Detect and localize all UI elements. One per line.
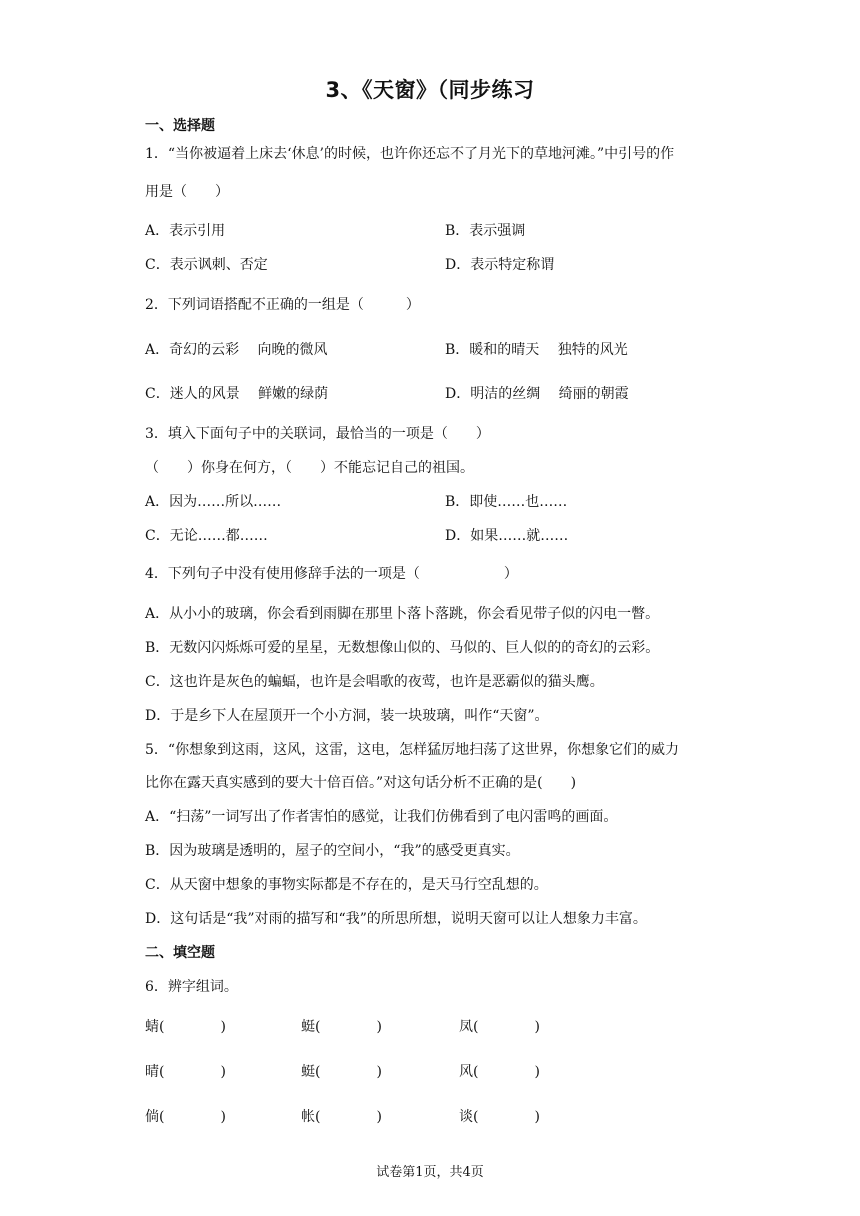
question-5-option-a: A．“扫荡”一词写出了作者害怕的感觉，让我们仿佛看到了电闪雷鸣的画面。 xyxy=(145,809,618,825)
question-2-stem: 2．下列词语搭配不正确的一组是（ ） xyxy=(145,297,420,313)
word-blank: 蜓( ) xyxy=(301,1064,382,1080)
question-1-stem: 1．“当你被逼着上床去‘休息’的时候，也许你还忘不了月光下的草地河滩。”中引号的作 xyxy=(145,146,675,162)
page-footer: 试卷第1页，共4页 xyxy=(376,1165,484,1180)
question-3-option-a: A．因为……所以…… xyxy=(145,494,282,510)
question-3-stem: 3．填入下面句子中的关联词，最恰当的一项是（ ） xyxy=(145,426,490,442)
question-2-option-c: C．迷人的风景 鲜嫩的绿荫 xyxy=(145,386,329,402)
question-5-option-c: C．从天窗中想象的事物实际都是不存在的，是天马行空乱想的。 xyxy=(145,877,548,893)
word-blank: 风( ) xyxy=(459,1064,540,1080)
question-5-option-d: D．这句话是“我”对雨的描写和“我”的所思所想，说明天窗可以让人想象力丰富。 xyxy=(145,911,647,927)
section-heading-choice: 一、选择题 xyxy=(145,118,215,134)
question-1-option-d: D．表示特定称谓 xyxy=(445,257,555,273)
question-1-option-a: A．表示引用 xyxy=(145,223,226,239)
word-blank: 晴( ) xyxy=(145,1064,226,1080)
question-2-option-b: B．暖和的晴天 独特的风光 xyxy=(445,342,628,358)
word-blank: 倘( ) xyxy=(145,1109,226,1125)
question-3-option-d: D．如果……就…… xyxy=(445,528,569,544)
question-5-stem-cont: 比你在露天真实感到的要大十倍百倍。”对这句话分析不正确的是( ) xyxy=(145,775,577,791)
page-title: 3、《天窗》（同步练习 xyxy=(325,78,535,102)
question-3-option-c: C．无论……都…… xyxy=(145,528,268,544)
question-4-option-d: D．于是乡下人在屋顶开一个小方洞，装一块玻璃，叫作“天窗”。 xyxy=(145,708,549,724)
question-3-option-b: B．即使……也…… xyxy=(445,494,568,510)
question-4-option-b: B．无数闪闪烁烁可爱的星星，无数想像山似的、马似的、巨人似的的奇幻的云彩。 xyxy=(145,640,660,656)
word-blank: 蜻( ) xyxy=(145,1019,226,1035)
question-4-option-c: C．这也许是灰色的蝙蝠，也许是会唱歌的夜莺，也许是恶霸似的猫头鹰。 xyxy=(145,674,604,690)
question-2-option-a: A．奇幻的云彩 向晚的微风 xyxy=(145,342,328,358)
question-3-sentence: （ ）你身在何方，（ ）不能忘记自己的祖国。 xyxy=(145,460,474,476)
question-4-option-a: A．从小小的玻璃，你会看到雨脚在那里卜落卜落跳，你会看见带子似的闪电一瞥。 xyxy=(145,606,660,622)
word-blank: 蜓( ) xyxy=(301,1019,382,1035)
question-2-option-d: D．明洁的丝绸 绮丽的朝霞 xyxy=(445,386,629,402)
question-1-option-b: B．表示强调 xyxy=(445,223,526,239)
question-5-stem: 5．“你想象到这雨，这风，这雷，这电，怎样猛厉地扫荡了这世界，你想象它们的威力 xyxy=(145,742,680,758)
word-blank: 帐( ) xyxy=(301,1109,382,1125)
question-4-stem: 4．下列句子中没有使用修辞手法的一项是（ ） xyxy=(145,566,518,582)
question-1-stem-cont: 用是（ ） xyxy=(145,184,229,200)
question-5-option-b: B．因为玻璃是透明的，屋子的空间小，“我”的感受更真实。 xyxy=(145,843,520,859)
word-blank: 谈( ) xyxy=(459,1109,540,1125)
section-heading-fill: 二、填空题 xyxy=(145,945,215,961)
question-6-stem: 6．辨字组词。 xyxy=(145,979,238,995)
word-blank: 凤( ) xyxy=(459,1019,540,1035)
question-1-option-c: C．表示讽刺、否定 xyxy=(145,257,268,273)
